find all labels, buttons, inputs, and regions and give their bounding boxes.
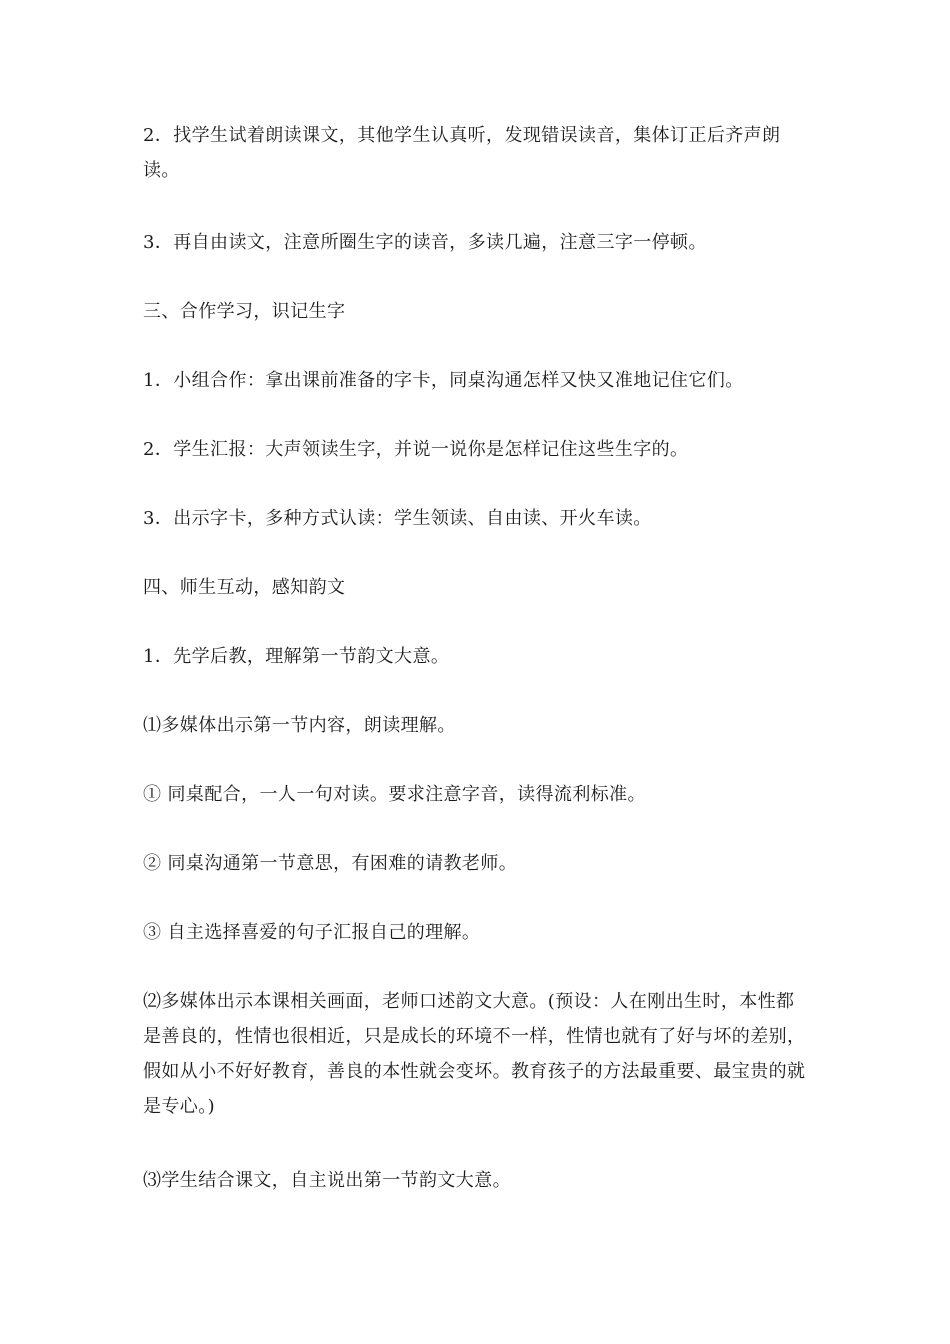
paragraph-sub-1: ⑴多媒体出示第一节内容，朗读理解。 [143,715,456,736]
paragraph-sub-3: ⑶学生结合课文，自主说出第一节韵文大意。 [143,1170,511,1191]
paragraph-show-cards: 3．出示字卡，多种方式认读：学生领读、自由读、开火车读。 [143,508,652,529]
section-heading-3: 三、合作学习，识记生字 [143,301,346,322]
paragraph-step-3-free-reading: 3．再自由读文，注意所圈生字的读音，多读几遍，注意三字一停顿。 [143,232,707,253]
paragraph-student-report: 2．学生汇报：大声领读生字，并说一说你是怎样记住这些生字的。 [143,439,689,460]
paragraph-learn-then-teach: 1．先学后教，理解第一节韵文大意。 [143,646,450,667]
paragraph-item-1: ① 同桌配合，一人一句对读。要求注意字音，读得流利标准。 [143,784,646,805]
paragraph-item-2: ② 同桌沟通第一节意思，有困难的请教老师。 [143,853,518,874]
paragraph-group-work: 1．小组合作：拿出课前准备的字卡，同桌沟通怎样又快又准地记住它们。 [143,370,744,391]
paragraph-item-3: ③ 自主选择喜爱的句子汇报自己的理解。 [143,922,481,943]
paragraph-sub-2: ⑵多媒体出示本课相关画面，老师口述韵文大意。(预设：人在刚出生时，本性都是善良的，性情也很相近，只是成长的环境不一样，性情也就有了好与坏的差别，假如从小不好好教育，善良的本性就会变坏。教育孩子的方法最重要、最宝贵的就是专心。) [143,991,806,1117]
section-heading-4: 四、师生互动，感知韵文 [143,577,346,598]
paragraph-step-2-read-aloud: 2．找学生试着朗读课文，其他学生认真听，发现错误读音，集体订正后齐声朗读。 [143,125,781,181]
